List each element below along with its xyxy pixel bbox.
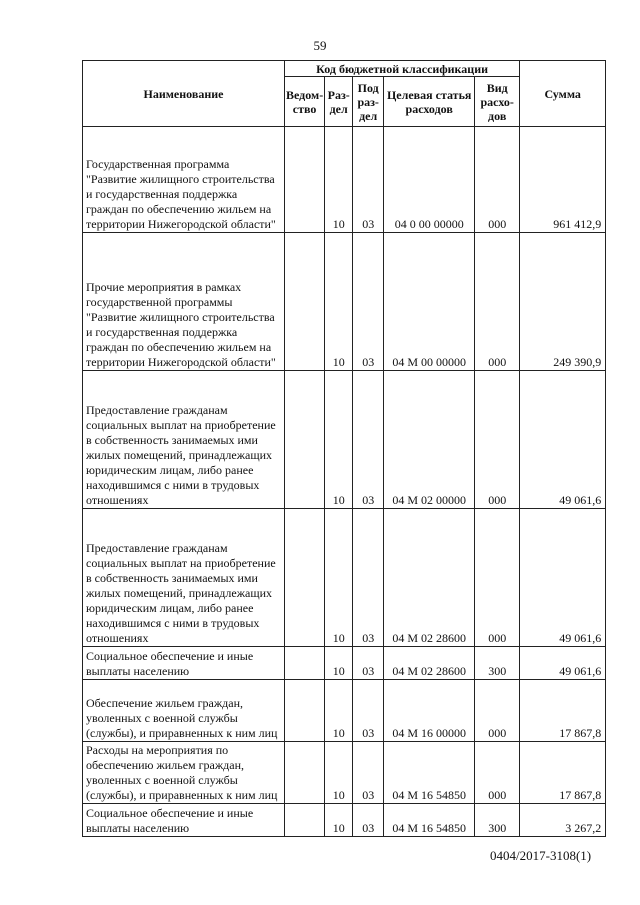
cell-vid: 000 — [475, 127, 520, 233]
cell-vedomstvo — [285, 742, 325, 804]
cell-podrazdel: 03 — [353, 742, 384, 804]
table-row — [83, 647, 606, 680]
cell-razdel: 10 — [325, 233, 353, 371]
cell-vid: 000 — [475, 742, 520, 804]
cell-podrazdel: 03 — [353, 371, 384, 509]
cell-target: 04 М 16 54850 — [384, 804, 475, 837]
cell-target: 04 М 02 28600 — [384, 647, 475, 680]
table-row — [83, 509, 606, 647]
cell-vedomstvo — [285, 127, 325, 233]
cell-podrazdel: 03 — [353, 647, 384, 680]
cell-sum: 49 061,6 — [520, 509, 606, 647]
cell-vid: 000 — [475, 509, 520, 647]
cell-podrazdel: 03 — [353, 680, 384, 742]
header-target: Целевая статья расходов — [384, 77, 475, 127]
cell-name: Социальное обеспечение и иные выплаты населению — [83, 804, 285, 837]
header-sum: Сумма — [520, 61, 606, 127]
cell-name: Предоставление гражданам социальных выплат на приобретение в собственность занимаемых ими жилых помещений, принадлежащих юридическим лицам, либо ранее находившимся с ними в трудовых отношениях — [83, 371, 285, 509]
cell-vedomstvo — [285, 680, 325, 742]
cell-razdel: 10 — [325, 680, 353, 742]
cell-razdel: 10 — [325, 804, 353, 837]
header-vedomstvo: Ведом-ство — [285, 77, 325, 127]
cell-sum: 3 267,2 — [520, 804, 606, 837]
cell-razdel: 10 — [325, 742, 353, 804]
cell-name: Государственная программа "Развитие жилищного строительства и государственная поддержка граждан по обеспечению жильем на территории Нижегородской области" — [83, 127, 285, 233]
table-row — [83, 371, 606, 509]
table-row — [83, 127, 606, 233]
cell-vid: 000 — [475, 371, 520, 509]
cell-vedomstvo — [285, 509, 325, 647]
cell-razdel: 10 — [325, 371, 353, 509]
cell-razdel: 10 — [325, 647, 353, 680]
cell-sum: 961 412,9 — [520, 127, 606, 233]
cell-podrazdel: 03 — [353, 804, 384, 837]
page-number: 59 — [313, 38, 327, 53]
cell-sum: 249 390,9 — [520, 233, 606, 371]
header-razdel: Раз-дел — [325, 77, 353, 127]
cell-podrazdel: 03 — [353, 127, 384, 233]
header-code-group: Код бюджетной классификации — [285, 61, 520, 77]
cell-target: 04 М 02 28600 — [384, 509, 475, 647]
cell-name: Обеспечение жильем граждан, уволенных с военной службы (службы), и приравненных к ним лиц — [83, 680, 285, 742]
cell-name: Предоставление гражданам социальных выплат на приобретение в собственность занимаемых ими жилых помещений, принадлежащих юридическим лицам, либо ранее находившимся с ними в трудовых отношениях — [83, 509, 285, 647]
header-name: Наименование — [83, 61, 285, 127]
table-row — [83, 804, 606, 837]
header-vid: Вид расхо-дов — [475, 77, 520, 127]
cell-razdel: 10 — [325, 509, 353, 647]
cell-target: 04 М 00 00000 — [384, 233, 475, 371]
table-header — [83, 61, 606, 127]
cell-podrazdel: 03 — [353, 509, 384, 647]
cell-target: 04 М 02 00000 — [384, 371, 475, 509]
cell-vedomstvo — [285, 804, 325, 837]
document-number: 0404/2017-3108(1) — [490, 848, 592, 863]
cell-sum: 49 061,6 — [520, 371, 606, 509]
cell-sum: 17 867,8 — [520, 680, 606, 742]
header-podrazdel: Под раз-дел — [353, 77, 384, 127]
cell-vedomstvo — [285, 233, 325, 371]
budget-table — [82, 60, 606, 837]
cell-name: Расходы на мероприятия по обеспечению жильем граждан, уволенных с военной службы (службы), и приравненных к ним лиц — [83, 742, 285, 804]
cell-vid: 000 — [475, 233, 520, 371]
cell-vedomstvo — [285, 647, 325, 680]
cell-vid: 000 — [475, 680, 520, 742]
table-row — [83, 233, 606, 371]
cell-sum: 49 061,6 — [520, 647, 606, 680]
table-body — [83, 127, 606, 837]
cell-name: Прочие мероприятия в рамках государственной программы "Развитие жилищного строительства и государственная поддержка граждан по обеспечению жильем на территории Нижегородской области" — [83, 233, 285, 371]
cell-name: Социальное обеспечение и иные выплаты населению — [83, 647, 285, 680]
cell-sum: 17 867,8 — [520, 742, 606, 804]
cell-target: 04 М 16 00000 — [384, 680, 475, 742]
cell-vid: 300 — [475, 647, 520, 680]
cell-target: 04 0 00 00000 — [384, 127, 475, 233]
cell-razdel: 10 — [325, 127, 353, 233]
table-row — [83, 680, 606, 742]
cell-vid: 300 — [475, 804, 520, 837]
table-row — [83, 742, 606, 804]
cell-vedomstvo — [285, 371, 325, 509]
cell-target: 04 М 16 54850 — [384, 742, 475, 804]
cell-podrazdel: 03 — [353, 233, 384, 371]
